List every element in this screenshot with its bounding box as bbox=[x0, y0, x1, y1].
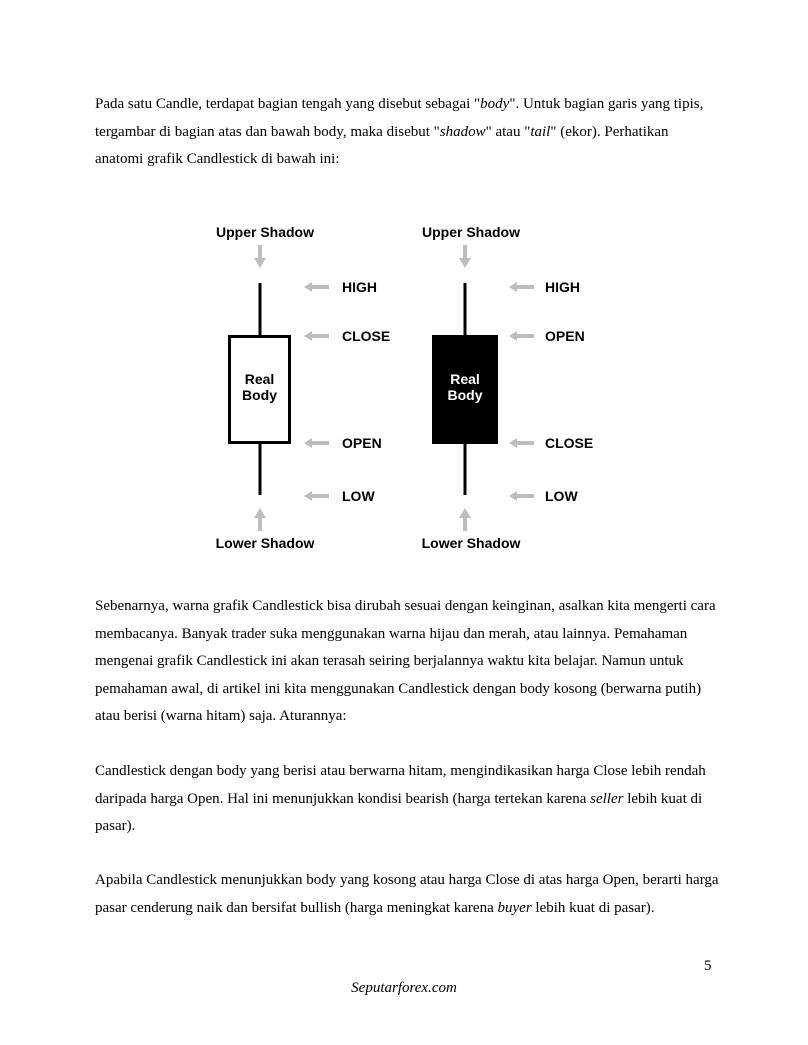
low-label: LOW bbox=[545, 488, 578, 504]
intro-paragraph bbox=[95, 91, 720, 174]
bearish-text-1: Candlestick dengan body yang berisi atau berwarna hitam, mengindikasikan harga Close lebih rendah daripada harga Open. Hal ini menunjukkan kondisi bearish (harga tertekan karena bbox=[95, 763, 706, 807]
upper-shadow-label: Upper Shadow bbox=[215, 224, 315, 240]
left-arrow-icon bbox=[509, 282, 534, 292]
color-paragraph bbox=[95, 593, 720, 731]
tail-term: tail bbox=[530, 123, 551, 140]
bullish-paragraph bbox=[95, 867, 720, 922]
intro-text-1: Pada satu Candle, terdapat bagian tengah yang disebut sebagai " bbox=[95, 96, 481, 112]
up-arrow-icon bbox=[459, 508, 471, 531]
left-arrow-icon bbox=[509, 438, 534, 448]
down-arrow-icon bbox=[254, 245, 266, 268]
upper-shadow-label: Upper Shadow bbox=[421, 224, 521, 240]
left-arrow-icon bbox=[304, 491, 329, 501]
buyer-term: buyer bbox=[497, 899, 532, 916]
bearish-candle bbox=[422, 224, 594, 551]
bullish-text-2: lebih kuat di pasar). bbox=[531, 899, 655, 916]
left-arrow-icon bbox=[304, 438, 329, 448]
seller-term: seller bbox=[590, 790, 624, 807]
left-arrow-icon bbox=[509, 491, 534, 501]
left-arrow-icon bbox=[304, 331, 329, 341]
close-label: CLOSE bbox=[545, 435, 594, 451]
intro-text-2: ". Untuk bagian garis yang tipis, tergambar di bagian atas dan bawah body, maka disebut " bbox=[95, 96, 704, 140]
real-body-label-line1: Real bbox=[450, 371, 480, 387]
bullish-text-1: Apabila Candlestick menunjukkan body yang kosong atau harga Close di atas harga Open, berarti harga pasar cenderung naik dan bersifat bullish (harga meningkat karena bbox=[95, 872, 719, 916]
high-label: HIGH bbox=[342, 279, 377, 295]
left-arrow-icon bbox=[304, 282, 329, 292]
candlestick-anatomy-diagram bbox=[200, 212, 620, 562]
bullish-candle bbox=[216, 224, 391, 551]
real-body-label-line1: Real bbox=[244, 371, 275, 387]
body-term: body bbox=[480, 96, 510, 112]
high-label: HIGH bbox=[545, 279, 580, 295]
bearish-paragraph bbox=[95, 758, 720, 841]
footer-site-name: Seputarforex.com bbox=[351, 980, 457, 996]
open-label: OPEN bbox=[342, 435, 382, 451]
bearish-text-2: lebih kuat di pasar). bbox=[95, 790, 703, 834]
close-label: CLOSE bbox=[342, 328, 391, 344]
up-arrow-icon bbox=[254, 508, 266, 531]
page-number: 5 bbox=[704, 958, 712, 974]
shadow-term: shadow bbox=[439, 123, 486, 140]
down-arrow-icon bbox=[459, 245, 471, 268]
real-body-label-line2: Body bbox=[242, 387, 277, 403]
lower-shadow-label: Lower Shadow bbox=[421, 535, 521, 551]
open-label: OPEN bbox=[545, 328, 585, 344]
lower-shadow-label: Lower Shadow bbox=[215, 535, 315, 551]
left-arrow-icon bbox=[509, 331, 534, 341]
intro-text-4: " (ekor). Perhatikan anatomi grafik Candlestick di bawah ini: bbox=[95, 123, 669, 167]
real-body-label-line2: Body bbox=[447, 387, 483, 403]
color-text: Sebenarnya, warna grafik Candlestick bisa dirubah sesuai dengan keinginan, asalkan kita mengerti cara membacanya. Banyak trader suka menggunakan warna hijau dan merah, atau lainnya. Pemahaman mengenai grafik Candlestick ini akan terasah seiring berjalannya waktu kita belajar. Namun untuk pemahaman awal, di artikel ini kita menggunakan Candlestick dengan body kosong (berwarna putih) atau berisi (warna hitam) saja. Aturannya: bbox=[95, 598, 716, 724]
intro-text-3: " atau " bbox=[485, 123, 531, 140]
low-label: LOW bbox=[342, 488, 375, 504]
